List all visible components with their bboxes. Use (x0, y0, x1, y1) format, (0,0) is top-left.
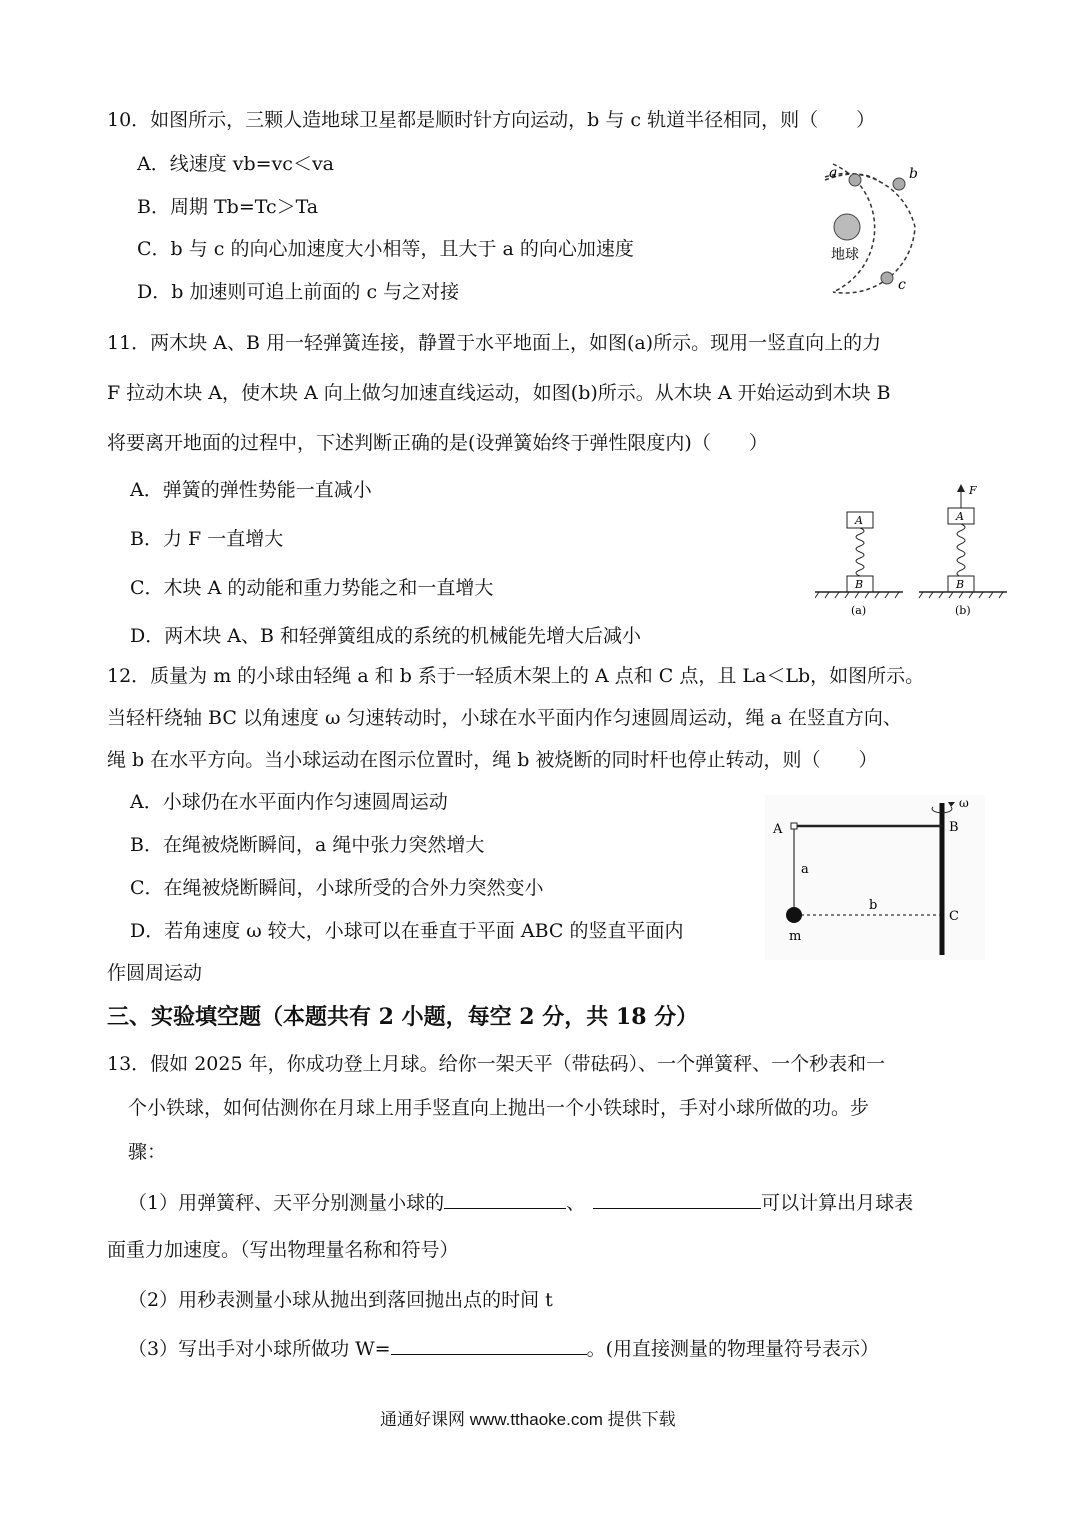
q10-stem: 10．如图所示，三颗人造地球卫星都是顺时针方向运动，b 与 c 轨道半径相同，则（ ） (107, 109, 876, 131)
step-1-prefix: （1）用弹簧秤、天平分别测量小球的 (128, 1192, 445, 1214)
block-b-label-a: B (855, 578, 864, 591)
answer-blank-1[interactable] (444, 1190, 566, 1209)
step-1-suffix: 可以计算出月球表 (761, 1192, 914, 1214)
q12-stem-line-2: 当轻杆绕轴 BC 以角速度 ω 匀速转动时，小球在水平面内作匀速圆周运动，绳 a 在竖直方向、 (107, 707, 902, 729)
q12-option-a: A．小球仍在水平面内作匀速圆周运动 (130, 791, 448, 813)
spring-fig-b (957, 524, 965, 577)
satellite-orbit-figure (815, 152, 925, 298)
ground-hatch-b (919, 592, 1003, 598)
omega-label: ω (959, 796, 969, 810)
section-3-title: 三、实验填空题（本题共有 2 小题，每空 2 分，共 18 分） (107, 1004, 699, 1030)
ball-m-label: m (789, 929, 802, 944)
q13-stem-line-1: 13．假如 2025 年，你成功登上月球。给你一架天平（带砝码）、一个弹簧秤、一个秒表和一 (107, 1053, 886, 1075)
block-a-label-a: A (855, 514, 863, 527)
q11-stem-line-3: 将要离开地面的过程中，下述判断正确的是(设弹簧始终于弹性限度内)（ ） (107, 432, 768, 454)
spring-fig-a (856, 528, 864, 582)
satellite-b-label: b (909, 166, 918, 182)
point-c-label: C (949, 909, 959, 924)
q11-option-d: D．两木块 A、B 和轻弹簧组成的系统的机械能先增大后减小 (130, 625, 641, 647)
page-footer: 通通好课网 www.tthaoke.com 提供下载 (380, 1410, 676, 1429)
spring-blocks-figure (815, 484, 1010, 620)
q10-option-d: D．b 加速则可追上前面的 c 与之对接 (137, 281, 460, 303)
q11-stem-line-1: 11．两木块 A、B 用一轻弹簧连接，静置于水平地面上，如图(a)所示。现用一竖直向上的力 (107, 332, 882, 354)
q12-stem-line-3: 绳 b 在水平方向。当小球运动在图示位置时，绳 b 被烧断的同时杆也停止转动，则（ ） (107, 749, 878, 771)
q11-stem-line-2: F 拉动木块 A，使木块 A 向上做匀加速直线运动，如图(b)所示。从木块 A 开始运动到木块 B (107, 382, 891, 404)
ground-hatch-a (815, 592, 899, 598)
step-3-suffix: 。(用直接测量的物理量符号表示） (586, 1338, 879, 1360)
q13-stem-line-3: 骤： (128, 1141, 167, 1163)
block-a-label-b: A (956, 510, 964, 523)
step-1-separator: 、 (566, 1192, 586, 1214)
answer-blank-2[interactable] (593, 1190, 761, 1209)
q10-option-b: B．周期 Tb=Tc＞Ta (137, 196, 319, 218)
q13-step-2: （2）用秒表测量小球从抛出到落回抛出点的时间 t (128, 1289, 553, 1311)
satellite-b (893, 178, 905, 190)
caption-a: (a) (851, 604, 867, 617)
caption-b: (b) (955, 604, 971, 617)
point-b-label: B (949, 820, 959, 835)
point-a-marker (791, 823, 797, 829)
rotating-frame-figure (765, 795, 985, 960)
ball-m (786, 907, 802, 923)
earth (834, 214, 860, 240)
q12-stem-line-1: 12．质量为 m 的小球由轻绳 a 和 b 系于一轻质木架上的 A 点和 C 点，且 La＜Lb，如图所示。 (107, 665, 925, 687)
q11-option-b: B．力 F 一直增大 (130, 528, 284, 550)
step-3-prefix: （3）写出手对小球所做功 W= (128, 1338, 391, 1360)
block-b-label-b: B (956, 578, 965, 591)
force-arrow-head (957, 484, 965, 492)
earth-label: 地球 (831, 247, 859, 263)
rope-b-label: b (869, 898, 878, 913)
q13-step-1-continued: 面重力加速度。（写出物理量名称和符号） (107, 1239, 459, 1261)
q10-option-c: C．b 与 c 的向心加速度大小相等，且大于 a 的向心加速度 (137, 238, 634, 260)
point-a-label: A (773, 822, 783, 837)
rope-a-label: a (801, 862, 809, 877)
satellite-a (849, 174, 861, 186)
q12-option-b: B．在绳被烧断瞬间，a 绳中张力突然增大 (130, 834, 485, 856)
q11-option-a: A．弹簧的弹性势能一直减小 (130, 479, 372, 501)
force-label: F (969, 484, 977, 497)
q12-option-d-continued: 作圆周运动 (107, 962, 203, 984)
answer-blank-3[interactable] (391, 1336, 587, 1355)
satellite-c (881, 272, 893, 284)
q13-stem-line-2: 个小铁球，如何估测你在月球上用手竖直向上抛出一个小铁球时，手对小球所做的功。步 (128, 1097, 870, 1119)
satellite-c-label: c (898, 277, 906, 293)
q12-option-c: C．在绳被烧断瞬间，小球所受的合外力突然变小 (130, 877, 544, 899)
q13-step-1 (128, 1190, 913, 1215)
q12-option-d: D．若角速度 ω 较大，小球可以在垂直于平面 ABC 的竖直平面内 (130, 920, 684, 942)
satellite-a-label: a (829, 165, 838, 181)
q13-step-3 (128, 1336, 879, 1361)
q10-option-a: A．线速度 vb=vc＜va (137, 153, 335, 175)
q11-option-c: C．木块 A 的动能和重力势能之和一直增大 (130, 577, 494, 599)
